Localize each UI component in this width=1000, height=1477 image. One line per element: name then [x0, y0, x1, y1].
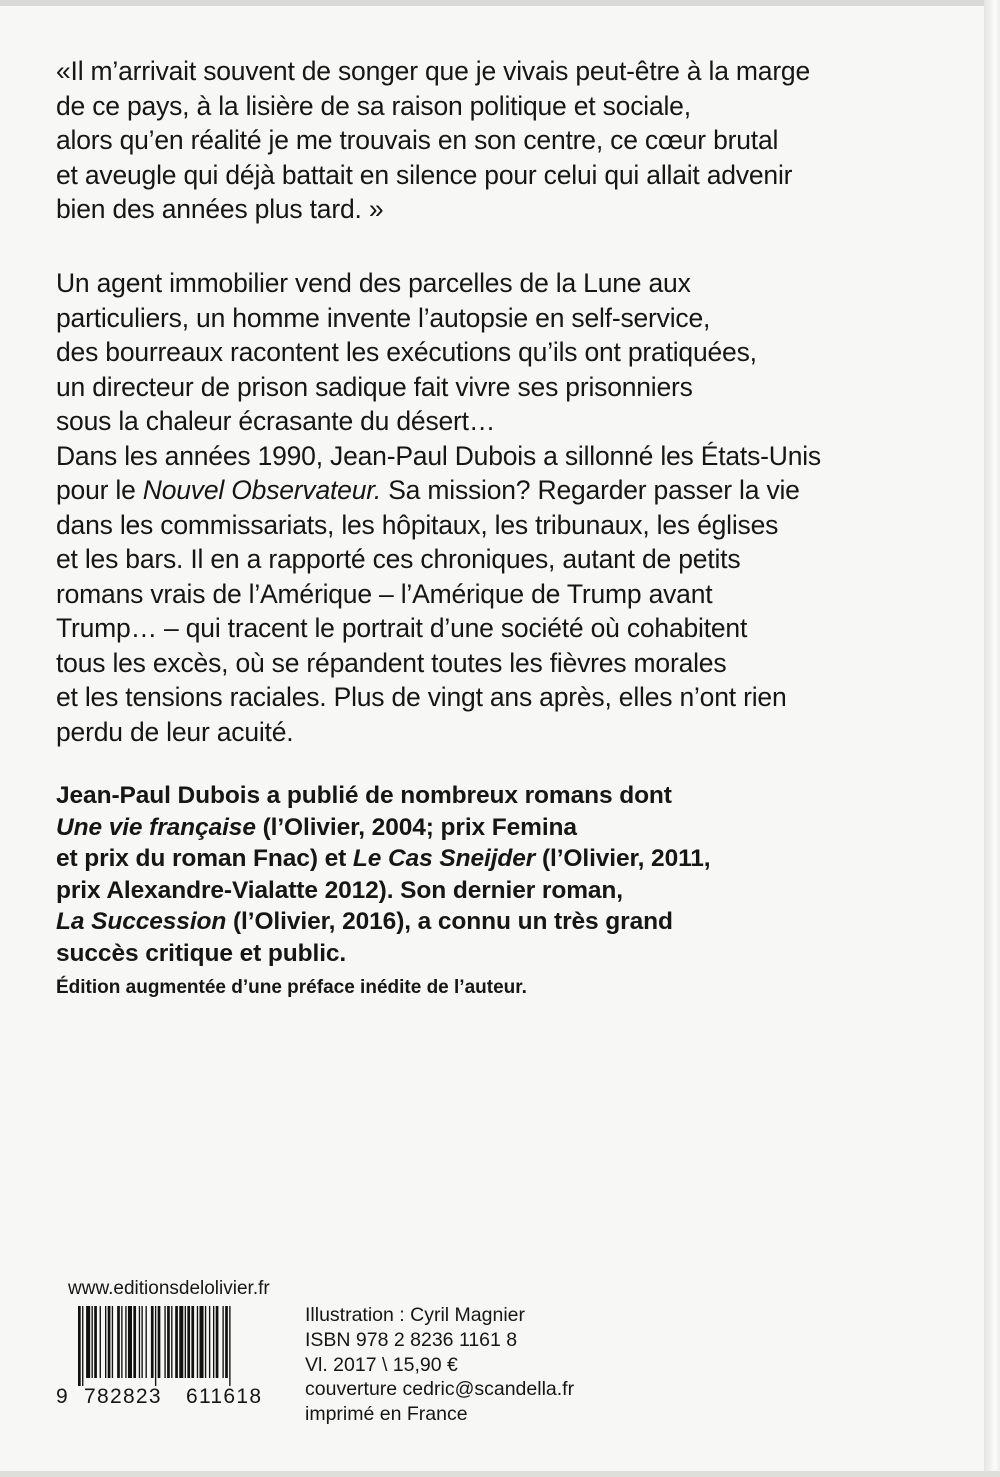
- barcode-bar: [179, 1306, 183, 1378]
- novel-title: Une vie française: [56, 813, 256, 841]
- barcode-bar: [112, 1306, 113, 1378]
- quote-line: bien des années plus tard. »: [56, 194, 384, 224]
- barcode-digits-left: 782823: [84, 1385, 162, 1408]
- summary-line: tous les excès, où se répandent toutes les fièvres morales: [56, 647, 727, 678]
- barcode-bar: [191, 1306, 194, 1378]
- summary-line: un directeur de prison sadique fait vivre ses prisonniers: [56, 371, 693, 402]
- barcode-bar: [155, 1306, 156, 1386]
- bio-line: prix Alexandre-Vialatte 2012). Son dernier roman,: [56, 876, 623, 904]
- edition-note: Édition augmentée d’une préface inédite de l’auteur.: [56, 977, 527, 998]
- summary-line: dans les commissariats, les hôpitaux, les tribunaux, les églises: [56, 509, 779, 540]
- cover-credit: couverture cedric@scandella.fr: [305, 1378, 575, 1401]
- summary-line: sous la chaleur écrasante du désert…: [56, 406, 496, 436]
- quote-line: et aveugle qui déjà battait en silence pour celui qui allait advenir: [56, 159, 793, 190]
- summary-line: et les bars. Il en a rapporté ces chroniques, autant de petits: [56, 544, 741, 574]
- barcode-bars: [78, 1306, 278, 1386]
- barcode-bar: [108, 1306, 111, 1378]
- barcode-bar: [185, 1306, 186, 1378]
- illustration-credit: Illustration : Cyril Magnier: [305, 1304, 525, 1326]
- opening-quote: [56, 54, 926, 227]
- barcode-bar: [187, 1306, 190, 1378]
- summary-line: Dans les années 1990, Jean-Paul Dubois a sillonné les États-Unis: [56, 440, 821, 471]
- summary-line: des bourreaux racontent les exécutions qu’ils ont pratiquées,: [56, 337, 757, 367]
- bio-text: (l’Olivier, 2016), a connu un très grand: [226, 908, 673, 935]
- book-summary: [56, 266, 926, 749]
- barcode-bar: [158, 1306, 161, 1378]
- summary-line: romans vrais de l’Amérique – l’Amérique de Trump avant: [56, 578, 713, 609]
- barcode-bar: [200, 1306, 204, 1378]
- barcode: [56, 1306, 278, 1408]
- barcode-bar: [213, 1306, 214, 1378]
- magazine-title: Nouvel Observateur.: [142, 475, 382, 505]
- barcode-bar: [125, 1306, 126, 1378]
- barcode-bar: [225, 1306, 228, 1378]
- barcode-bar: [209, 1306, 210, 1378]
- summary-line: particuliers, un homme invente l’autopsie en self-service,: [56, 302, 711, 333]
- bio-line: succès critique et public.: [56, 939, 347, 967]
- barcode-bar: [151, 1306, 154, 1378]
- summary-text: pour le: [56, 475, 143, 505]
- barcode-first-digit: 9: [56, 1385, 68, 1408]
- barcode-bar: [117, 1306, 120, 1378]
- bio-line: [56, 906, 926, 938]
- barcode-bar: [216, 1306, 219, 1378]
- bio-line: [56, 843, 926, 875]
- summary-line: Trump… – qui tracent le portrait d’une société où cohabitent: [56, 613, 748, 643]
- barcode-bar: [92, 1306, 93, 1378]
- barcode-bar: [78, 1306, 81, 1386]
- barcode-bar: [105, 1306, 106, 1378]
- barcode-bar: [139, 1306, 140, 1378]
- barcode-digits-right: 611618: [186, 1385, 263, 1408]
- barcode-bar: [197, 1306, 198, 1378]
- barcode-bar: [94, 1306, 97, 1378]
- novel-title: Le Cas Sneijder: [352, 845, 536, 872]
- printed-in: imprimé en France: [305, 1403, 468, 1426]
- barcode-bar: [82, 1306, 83, 1386]
- price: Vl. 2017 \ 15,90 €: [305, 1353, 458, 1376]
- barcode-bar: [86, 1306, 90, 1378]
- bio-line: Jean-Paul Dubois a publié de nombreux romans dont: [56, 782, 672, 809]
- barcode-bar: [121, 1306, 122, 1378]
- publisher-website: www.editionsdelolivier.fr: [68, 1278, 270, 1299]
- page-right-edge: [984, 0, 1000, 1477]
- summary-text: Sa mission? Regarder passer la vie: [381, 475, 800, 505]
- barcode-bar: [205, 1306, 206, 1378]
- page-bottom-edge: [0, 1471, 1000, 1477]
- barcode-bar: [164, 1306, 165, 1378]
- author-bio: [56, 780, 926, 969]
- bio-text: (l’Olivier, 2004; prix Femina: [255, 813, 577, 841]
- bio-line: [56, 812, 926, 844]
- publication-credits: [305, 1303, 574, 1427]
- isbn: ISBN 978 2 8236 1161 8: [305, 1328, 518, 1351]
- page-top-edge: [0, 0, 1000, 6]
- novel-title: La Succession: [56, 908, 227, 935]
- quote-line: «Il m’arrivait souvent de songer que je vivais peut-être à la marge: [56, 56, 811, 86]
- quote-line: de ce pays, à la lisière de sa raison politique et sociale,: [56, 90, 691, 121]
- barcode-bar: [100, 1306, 101, 1378]
- summary-line-mission: [56, 473, 926, 508]
- barcode-bar: [128, 1306, 132, 1378]
- barcode-bar: [133, 1306, 136, 1378]
- barcode-bar: [141, 1306, 142, 1378]
- summary-line: Un agent immobilier vend des parcelles de la Lune aux: [56, 268, 691, 298]
- barcode-bar: [171, 1306, 172, 1378]
- barcode-bar: [175, 1306, 178, 1378]
- bio-text: et prix du roman Fnac) et: [56, 845, 353, 872]
- summary-line: perdu de leur acuité.: [56, 716, 294, 747]
- bio-text: (l’Olivier, 2011,: [535, 845, 711, 872]
- quote-line: alors qu’en réalité je me trouvais en son centre, ce cœur brutal: [56, 125, 779, 155]
- barcode-bar: [146, 1306, 147, 1378]
- summary-line: et les tensions raciales. Plus de vingt ans après, elles n’ont rien: [56, 682, 787, 712]
- barcode-bar: [229, 1306, 230, 1386]
- barcode-bar: [222, 1306, 223, 1378]
- barcode-bar: [167, 1306, 170, 1378]
